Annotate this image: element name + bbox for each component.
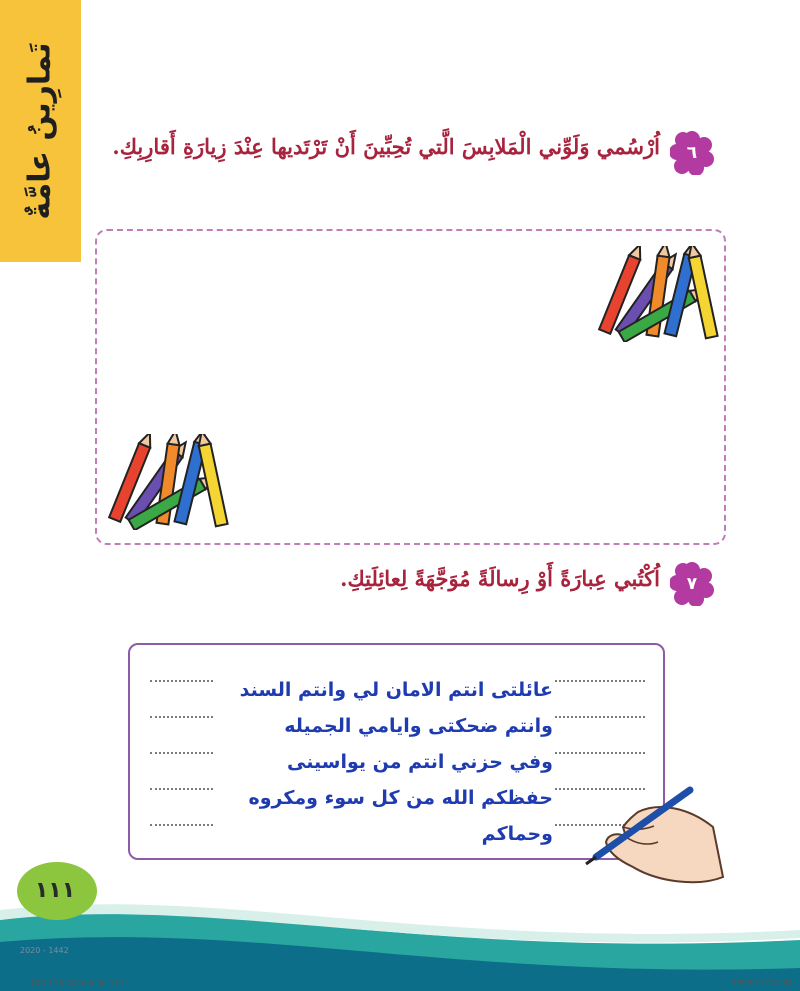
answer-line: وانتم ضحكتى وايامي الجميله — [213, 708, 553, 744]
hand-writing-icon — [578, 782, 728, 892]
side-tab — [0, 0, 81, 262]
pencils-icon — [98, 434, 233, 530]
pencils-icon — [588, 246, 723, 342]
answer-line: وحماكم — [213, 816, 553, 852]
section-title: تَمارِينُ عامَّةٌ — [22, 42, 58, 220]
page-number: ١١١ — [34, 878, 76, 903]
footer-wave — [0, 880, 800, 991]
exercise-7-instruction: اُكْتُبي عِبارَةً أَوْ رِسالَةً مُوَجَّهَةً لِعائِلَتِكِ. — [340, 566, 660, 591]
print-info-left: 106-116-2020.indd 111 — [30, 979, 125, 988]
answer-text[interactable] — [213, 672, 553, 852]
answer-line: وفي حزني انتم من يواسينى — [213, 744, 553, 780]
exercise-6-number: ٦ — [686, 143, 698, 163]
exercise-6-instruction: اُرْسُمي وَلَوِّني الْمَلابِسَ الَّتي تُحِبِّينَ أَنْ تَرْتَديها عِنْدَ زِيارَةِ أَقارِبِكِ. — [112, 134, 660, 159]
answer-line: عائلتى انتم الامان لي وانتم السند — [213, 672, 553, 708]
logo-text: 2020 - 1442 — [20, 946, 69, 955]
print-info-right: 7/5/20 5:20 PM — [731, 979, 792, 988]
exercise-6-flower-icon — [670, 131, 714, 175]
answer-line: حفظكم الله من كل سوء ومكروه — [213, 780, 553, 816]
exercise-7-flower-icon — [670, 562, 714, 606]
exercise-7-number: ٧ — [686, 574, 698, 594]
